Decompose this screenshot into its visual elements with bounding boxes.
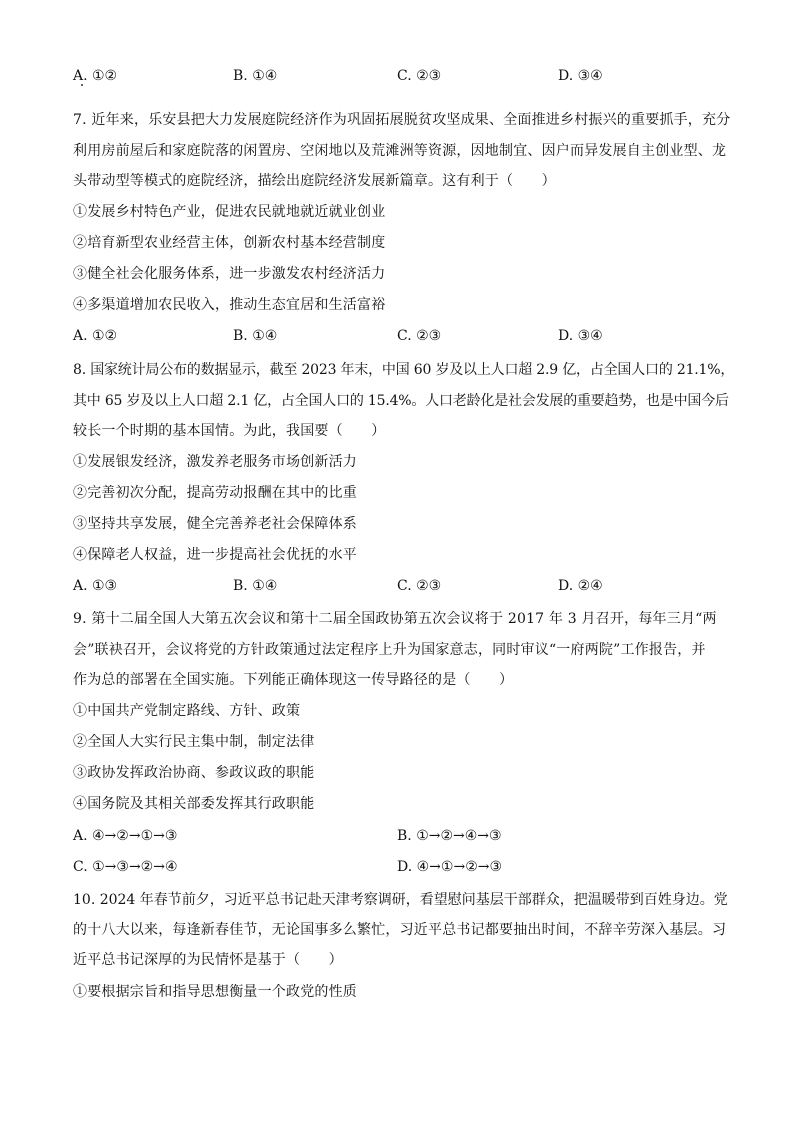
q9-option-c[interactable]: C. ①→③→②→④	[73, 859, 178, 875]
q7-option-a[interactable]: A. ①②	[73, 328, 118, 344]
q7-statement-4: ④多渠道增加农民收入，推动生态宜居和生活富裕	[73, 297, 386, 313]
q9-statement-4: ④国务院及其相关部委发挥其行政职能	[73, 796, 315, 812]
q10-stem-line-2: 的十八大以来，每逢新春佳节，无论国事多么繁忙，习近平总书记都要抽出时间，不辞辛劳深入基层。习	[73, 922, 727, 938]
q10-stem-line-3: 近平总书记深厚的为民情怀是基于（ ）	[73, 952, 343, 968]
q9-statement-3: ③政协发挥政治协商、参政议政的职能	[73, 765, 315, 781]
q6-option-c[interactable]: C. ②③	[397, 68, 442, 84]
q9-option-d[interactable]: D. ④→①→②→③	[397, 859, 503, 875]
q8-stem-line-1: 8. 国家统计局公布的数据显示，截至 2023 年末，中国 60 岁及以上人口超 2.9 亿，占全国人口的 21.1%，	[73, 362, 735, 378]
q9-statement-2: ②全国人大实行民主集中制，制定法律	[73, 734, 315, 750]
q8-stem-line-2: 其中 65 岁及以上人口超 2.1 亿，占全国人口的 15.4%。人口老龄化是社会发展的重要趋势，也是中国今后	[73, 393, 729, 409]
q9-stem-line-1: 9. 第十二届全国人大第五次会议和第十二届全国政协第五次会议将于 2017 年 3 月召开，每年三月“两	[73, 611, 717, 627]
q7-option-b[interactable]: B. ①④	[233, 328, 278, 344]
q7-statement-2: ②培育新型农业经营主体，创新农村基本经营制度	[73, 235, 386, 251]
q8-option-d[interactable]: D. ②④	[558, 578, 603, 594]
q9-statement-1: ①中国共产党制定路线、方针、政策	[73, 703, 301, 719]
q10-statement-1: ①要根据宗旨和指导思想衡量一个政党的性质	[73, 984, 357, 1000]
q7-statement-1: ①发展乡村特色产业，促进农民就地就近就业创业	[73, 204, 386, 220]
stray-dot	[81, 84, 83, 86]
q8-statement-4: ④保障老人权益，进一步提高社会优抚的水平	[73, 547, 357, 563]
q8-option-c[interactable]: C. ②③	[397, 578, 442, 594]
q9-option-a[interactable]: A. ④→②→①→③	[73, 828, 178, 844]
q9-stem-line-3: 作为总的部署在全国实施。下列能正确体现这一传导路径的是（ ）	[73, 672, 514, 688]
q9-option-b[interactable]: B. ①→②→④→③	[397, 828, 502, 844]
q6-option-a[interactable]: A. ①②	[73, 68, 118, 84]
q9-stem-line-2: 会”联袂召开，会议将党的方针政策通过法定程序上升为国家意志，同时审议“一府两院”工作报告，并	[73, 642, 706, 658]
q7-stem-line-1: 7. 近年来，乐安县把大力发展庭院经济作为巩固拓展脱贫攻坚成果、全面推进乡村振兴的重要抓手，充分	[73, 112, 731, 128]
q7-stem-line-3: 头带动型等模式的庭院经济，描绘出庭院经济发展新篇章。这有利于（ ）	[73, 173, 556, 189]
q7-statement-3: ③健全社会化服务体系，进一步激发农村经济活力	[73, 266, 386, 282]
q10-stem-line-1: 10. 2024 年春节前夕，习近平总书记赴天津考察调研，看望慰问基层干部群众，把温暖带到百姓身边。党	[73, 892, 728, 908]
q8-statement-3: ③坚持共享发展，健全完善养老社会保障体系	[73, 516, 357, 532]
q7-option-c[interactable]: C. ②③	[397, 328, 442, 344]
q7-stem-line-2: 利用房前屋后和家庭院落的闲置房、空闲地以及荒滩洲等资源，因地制宜、因户而异发展自主创业型、龙	[73, 143, 727, 159]
q8-option-a[interactable]: A. ①③	[73, 578, 118, 594]
q7-option-d[interactable]: D. ③④	[558, 328, 603, 344]
q6-option-d[interactable]: D. ③④	[558, 68, 603, 84]
q8-option-b[interactable]: B. ①④	[233, 578, 278, 594]
q8-statement-1: ①发展银发经济，激发养老服务市场创新活力	[73, 454, 357, 470]
q6-option-b[interactable]: B. ①④	[233, 68, 278, 84]
q8-statement-2: ②完善初次分配，提高劳动报酬在其中的比重	[73, 485, 357, 501]
q8-stem-line-3: 较长一个时期的基本国情。为此，我国要（ ）	[73, 423, 386, 439]
